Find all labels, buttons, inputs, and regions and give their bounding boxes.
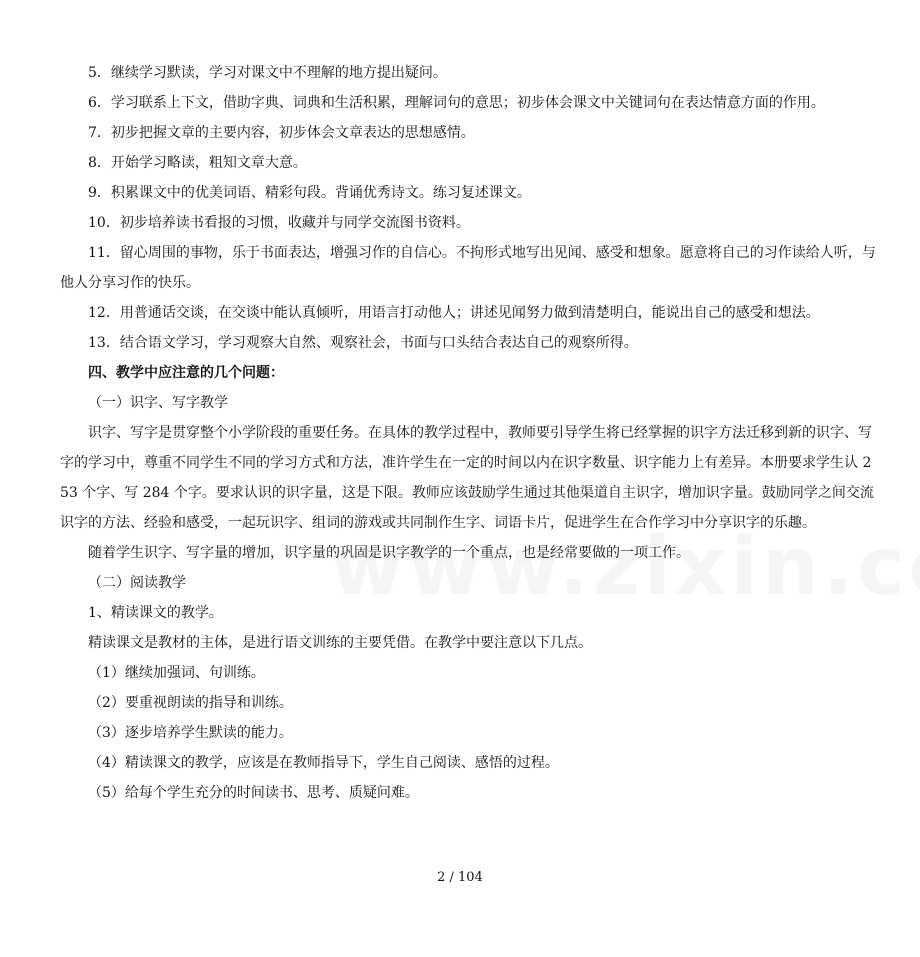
paragraph: 12．用普通话交谈，在交谈中能认真倾听，用语言打动他人；讲述见闻努力做到清楚明白，能说出自己的感受和想法。 bbox=[88, 305, 820, 321]
list-item: （3）逐步培养学生默读的能力。 bbox=[88, 725, 293, 741]
section-heading: 四、教学中应注意的几个问题： bbox=[88, 365, 284, 381]
paragraph: 5．继续学习默读，学习对课文中不理解的地方提出疑问。 bbox=[88, 65, 447, 81]
paragraph: 9．积累课文中的优美词语、精彩句段。背诵优秀诗文。练习复述课文。 bbox=[88, 185, 531, 201]
page-number: 2 / 104 bbox=[437, 870, 483, 885]
paragraph: 识字、写字是贯穿整个小学阶段的重要任务。在具体的教学过程中，教师要引导学生将已经掌握的识字方法迁移到新的识字、写字的学习中，尊重不同学生不同的学习方式和方法，准许学生在一定的时间以内在识字数量、识字能力上有差异。本册要求学生认 253 个字、写 284 个字。要求认识的识字量，这是下限。教师应该鼓励学生通过其他渠道自主识字，增加识字量。鼓励同学之间交流识字的方法、经验和感受，一起玩识字、组词的游戏或共同制作生字、词语卡片，促进学生在合作学习中分享识字的乐趣。 bbox=[60, 425, 874, 531]
document-body bbox=[60, 58, 880, 808]
paragraph: 1、精读课文的教学。 bbox=[88, 605, 223, 621]
paragraph: 精读课文是教材的主体，是进行语文训练的主要凭借。在教学中要注意以下几点。 bbox=[88, 635, 592, 651]
subsection-heading: （一）识字、写字教学 bbox=[88, 395, 228, 411]
paragraph: 13．结合语文学习，学习观察大自然、观察社会，书面与口头结合表达自己的观察所得。 bbox=[88, 335, 638, 351]
list-item: （4）精读课文的教学，应该是在教师指导下，学生自己阅读、感悟的过程。 bbox=[88, 755, 559, 771]
list-item: （1）继续加强词、句训练。 bbox=[88, 665, 265, 681]
subsection-heading: （二）阅读教学 bbox=[88, 575, 186, 591]
list-item: （2）要重视朗读的指导和训练。 bbox=[88, 695, 293, 711]
paragraph: 11．留心周围的事物，乐于书面表达，增强习作的自信心。不拘形式地写出见闻、感受和想象。愿意将自己的习作读给人听，与他人分享习作的快乐。 bbox=[60, 245, 876, 291]
paragraph: 10．初步培养读书看报的习惯，收藏并与同学交流图书资料。 bbox=[88, 215, 470, 231]
paragraph: 6．学习联系上下文，借助字典、词典和生活积累，理解词句的意思；初步体会课文中关键词句在表达情意方面的作用。 bbox=[88, 95, 825, 111]
list-item: （5）给每个学生充分的时间读书、思考、质疑问难。 bbox=[88, 785, 419, 801]
paragraph: 7．初步把握文章的主要内容，初步体会文章表达的思想感情。 bbox=[88, 125, 475, 141]
paragraph: 随着学生识字、写字量的增加，识字量的巩固是识字教学的一个重点，也是经常要做的一项工作。 bbox=[88, 545, 690, 561]
paragraph: 8．开始学习略读，粗知文章大意。 bbox=[88, 155, 307, 171]
